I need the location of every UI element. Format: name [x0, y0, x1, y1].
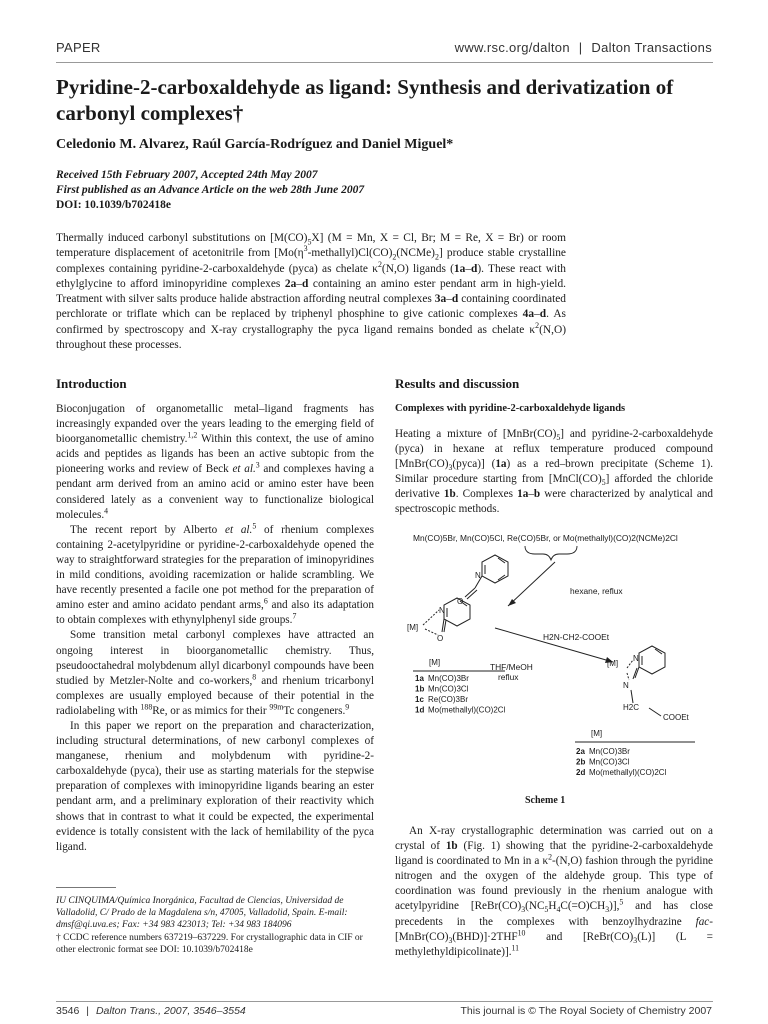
journal-name: Dalton Transactions — [591, 40, 712, 55]
results-heading: Results and discussion — [395, 376, 520, 391]
results-paragraph-1: Heating a mixture of $[MnBr(CO)_5]$ and pyridine-2-carboxaldehyde (pyca) in hexane at reflux temperature produced compound $[MnBr(CO)_3(pyca)]$ (1a) as a red–brown precipitate (Scheme 1). Similar procedure starting from $[MnCl(CO)_5]$ afforded the chloride derivative 1b. Complexes 1a–b were characterized by analytical and spectroscopic methods. — [395, 428, 714, 516]
results-paragraph-2: An X-ray crystallographic determination was carried out on a crystal of 1b (Fig. 1) showing that the pyridine-2-carboxaldehyde ligand is coordinated to Mn in a $\kappa^2-(N,O)$ fashion through the pyridine nitrogen and the oxygen of the aldehyde group. This type of coordination was found previously in the rhenium analogue with acetylpyridine $[ReBr(CO)_3(NC_5H_4C(=O)CH_3)],^5$ and has close precedents in the complexes with benzoylhydrazine fac-$[MnBr(CO)_3(BHD)]\cdot 2THF^{10}$ and $[ReBr(CO)_3(L)] (L$ = methylethyldipicolinate)].$^{11}$ — [395, 825, 714, 958]
intro-paragraph-4: In this paper we report on the preparation and characterization, including structural determinations, of new carbonyl complexes of manganese, rhenium and molybdenum with pyridine-2-carboxaldehyde (pyca), their use as starting materials for the stepwise preparation of complexes with iminopyridine ligands bearing an ester pendant arm, and a preliminary exploration of their reactivity which shows that in contrast to what it could be expected, the experimental evidence is totally consistent with the lack of hemilability of the pyca ligand. — [56, 719, 374, 853]
compound-id: 2d — [576, 768, 586, 777]
footnote-rule — [56, 887, 116, 888]
compound-id: 2b — [576, 757, 586, 767]
compound-id: 1b — [415, 684, 425, 694]
section-label: PAPER — [56, 40, 101, 55]
metal-label-2: [M] — [607, 659, 619, 668]
atom-o-complex1: O — [437, 634, 444, 643]
condition-reflux: reflux — [498, 672, 519, 682]
compound-formula: Mn(CO)3Br — [589, 747, 630, 756]
header-separator: | — [578, 40, 583, 55]
compound-formula: Re(CO)3Br — [428, 695, 469, 704]
pyca-ligand-structure — [465, 555, 508, 599]
affiliation: IU CINQUIMA/Química Inorgánica, Facultad de Ciencias, Universidad de Valladolid, C/ Prado de la Magdalena s/n, 47005, Valladolid, Spain. E-mail: dmsf@qi.uva.es; Fax: +34 983 423013; Tel: +34 983 184096 — [56, 896, 348, 931]
table-header-m-left: [M] — [429, 658, 441, 667]
compound-formula: Mn(CO)3Br — [428, 674, 469, 683]
intro-body — [56, 402, 374, 855]
compound-id: 1a — [415, 674, 424, 683]
scheme-caption: Scheme 1 — [525, 795, 566, 806]
scheme-1-diagram — [395, 528, 725, 788]
compound-id: 1d — [415, 705, 425, 715]
compound-list-1 — [415, 674, 506, 715]
intro-paragraph-1: Bioconjugation of organometallic metal–ligand fragments has increasingly expanded over the years leading to the emerging field of bioorganometallic chemistry.$^{1,2}$ Within this context, the use of amino acids and peptides as ligands has been an active subtopic from the pioneering works and review of Beck et al.$^3$ and complexes having a pendant arm derived from an amino acid or amino ester have been considered lately as a convenient way to functionalize biological molecules.$^4$ — [56, 403, 375, 521]
footer-rule — [56, 1001, 713, 1002]
compound-formula: Mn(CO)3Cl — [589, 757, 630, 767]
reagent-glycine-ester: H2N-CH2-COOEt — [543, 632, 610, 642]
intro-paragraph-2: The recent report by Alberto et al.$^5$ of rhenium complexes containing 2-acetylpyridine or pyridine-2-carboxaldehyde opened the way to straightforward strategies for the preparation of iminopyridines in mild conditions, avoiding racemization or halide scrambling. We have recently presented a facile one pot method for the preparation of amino ester and amino acidato pendant arms,$^6$ and also its adaptation to obtain complexes with ethynylphenyl side groups.$^7$ — [56, 521, 374, 627]
published-date: First published as an Advance Article on the web 28th June 2007 — [56, 184, 365, 196]
compound-formula: Mo(methallyl)(CO)2Cl — [428, 705, 506, 715]
copyright-notice: This journal is © The Royal Society of Chemistry 2007 — [460, 1005, 712, 1017]
page-citation — [56, 1005, 246, 1017]
atom-o: O — [457, 597, 464, 606]
article-title: Pyridine-2-carboxaldehyde as ligand: Synthesis and derivatization of carbonyl complexes† — [56, 75, 674, 125]
atom-n: N — [475, 571, 481, 580]
compound-formula: Mo(methallyl)(CO)2Cl — [589, 768, 667, 777]
atom-n-pyridine-complex2: N — [633, 654, 639, 663]
header-rule — [56, 62, 713, 63]
scheme-top-reactants: Mn(CO)5Br, Mn(CO)5Cl, Re(CO)5Br, or Mo(methallyl)(CO)2(NCMe)2Cl — [413, 533, 678, 543]
intro-paragraph-3: Some transition metal carbonyl complexes have attracted an ongoing interest in bioorganometallic chemistry. Thus, pseudooctahedral molybdenum allyl dicarbonyl compounds have been studied by Metzler-Nolte and co-workers,$^8$ and rhenium tricarbonyl complexes are usually employed because of their potential in the radiolabeling with $^{188}$Re, or as mimics for their $^{99m}$Tc congeners.$^9$ — [56, 629, 374, 717]
journal-url[interactable]: www.rsc.org/dalton — [454, 40, 570, 55]
atom-n-imine-complex2: N — [623, 681, 629, 690]
footer-separator: | — [86, 1005, 90, 1017]
condition-thf-meoh: THF/MeOH — [490, 662, 533, 672]
table-header-m-right: [M] — [591, 729, 603, 738]
author-list: Celedonio M. Alvarez, Raúl García-Rodríguez and Daniel Miguel* — [56, 137, 454, 152]
compound-list-2 — [576, 747, 667, 777]
abstract: Thermally induced carbonyl substitutions on $[M(CO)_5X] (M = Mn$, X = Cl, Br; M = Re, X = Br) or room temperature displacement of acetonitrile from $[Mo(\eta^3-methallyl)Cl(CO)_2(NCMe)_2]$ produce stable crystalline complexes containing pyridine-2-carboxaldehyde (pyca) as chelate $\kappa^2(N,O)$ ligands (1a–d). These react with ethylglycine to afford iminopyridine complexes 2a–d containing an amino ester pendant arm in high-yield. Treatment with silver salts produce halide abstraction affording neutral complexes 3a–d containing coordinated perchlorate or triflate which can be replaced by triphenyl phosphine to give cationic complexes 4a–d. As confirmed by spectroscopy and X-ray crystallography the pyca ligand remains bonded as chelate $\kappa^2(N,O)$ throughout these processes. — [56, 232, 566, 352]
scheme-brace — [525, 546, 577, 560]
methylene-label: H2C — [623, 703, 640, 712]
metal-label-1: [M] — [407, 623, 419, 632]
atom-n-complex1: N — [439, 606, 445, 615]
article-history — [56, 168, 364, 213]
footnotes — [56, 895, 376, 956]
compound-formula: Mn(CO)3Cl — [428, 684, 469, 694]
compound-id: 1c — [415, 695, 424, 704]
received-date: Received 15th February 2007, Accepted 24th May 2007 — [56, 169, 318, 181]
condition-hexane-reflux: hexane, reflux — [570, 586, 623, 596]
reaction-arrow-1 — [508, 562, 555, 606]
results-subheading: Complexes with pyridine-2-carboxaldehyde ligands — [395, 403, 626, 414]
journal-citation: Dalton Trans., 2007, 3546–3554 — [95, 1005, 246, 1017]
ester-label: COOEt — [663, 713, 689, 722]
complex-1-structure — [423, 598, 470, 635]
page-number: 3546 — [56, 1005, 80, 1017]
intro-heading: Introduction — [56, 376, 127, 391]
supplementary-note: † CCDC reference numbers 637219–637229. For crystallographic data in CIF or other electronic format see DOI: 10.1039/b702418e — [56, 932, 363, 955]
doi-link[interactable]: DOI: 10.1039/b702418e — [56, 199, 171, 211]
journal-header — [455, 40, 712, 55]
compound-id: 2a — [576, 747, 585, 756]
